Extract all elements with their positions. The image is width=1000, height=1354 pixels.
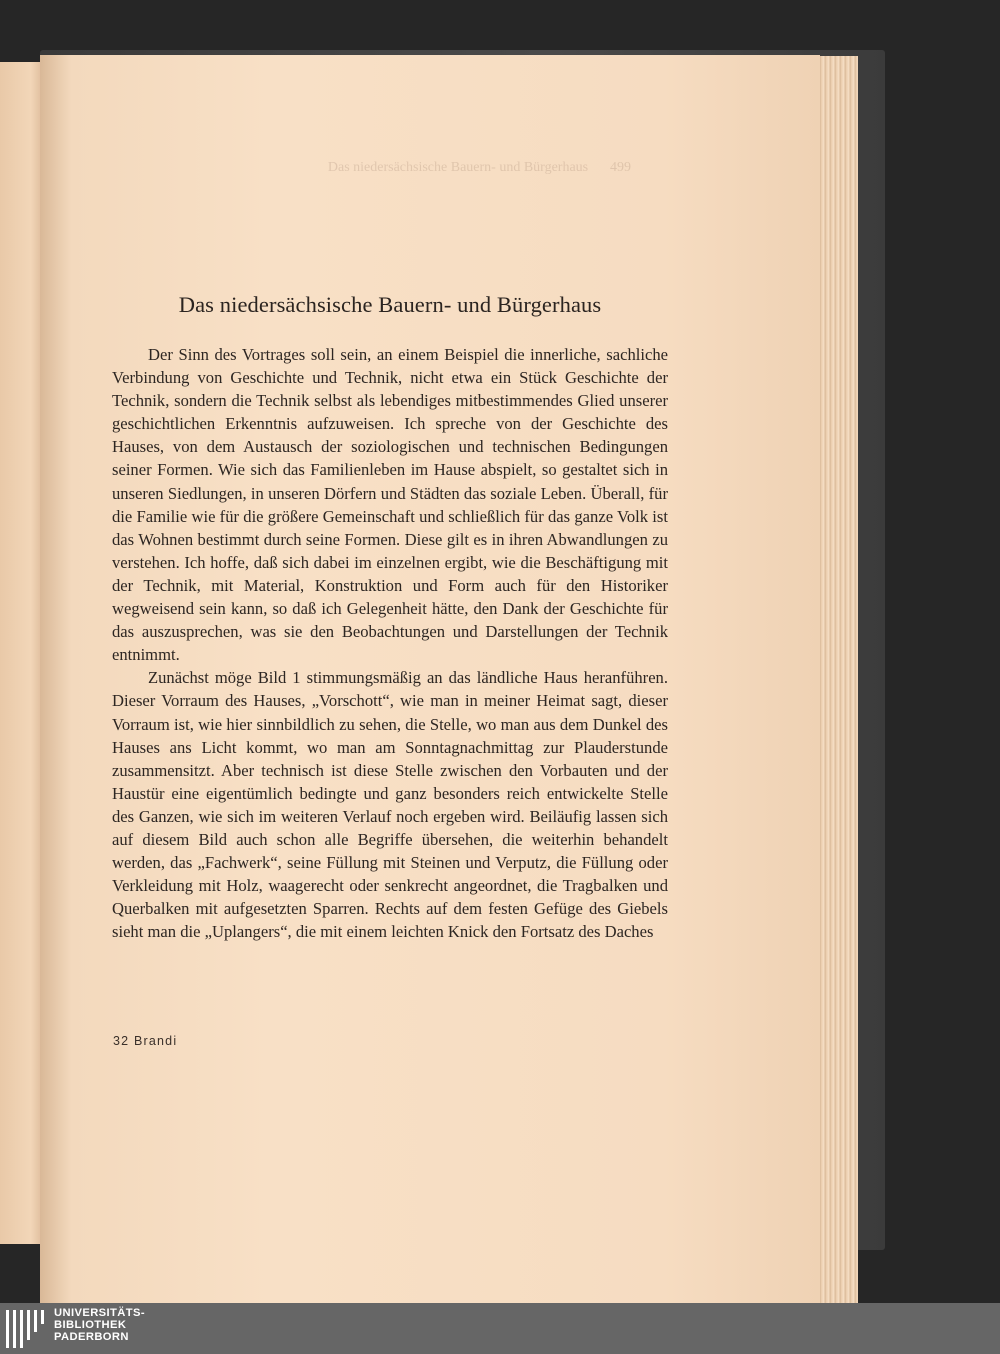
bleed-through-page-number: 499 [610,160,631,175]
chapter-title: Das niedersächsische Bauern- und Bürgerhaus [178,292,602,317]
paragraph-1: Der Sinn des Vortrages soll sein, an einem Beispiel die innerliche, sachliche Verbindung von Geschichte und Technik, nicht etwa ein Stück Geschichte der Technik, sondern die Technik selbst als lebendiges mitbestimmendes Glied unserer geschichtlichen Erkenntnis aufzuweisen. Ich spreche von der Geschichte des Hauses, von dem Austausch der soziologischen und technischen Bedingungen seiner Formen. Wie sich das Familienleben im Hause abspielt, so gestaltet sich in unseren Siedlungen, in unseren Dörfern und Städten das soziale Leben. Überall, für die Familie wie für die größere Gemeinschaft und schließlich für das ganze Volk ist das Wohnen bestimmt durch seine Formen. Diese gilt es in ihren Abwandlungen zu verstehen. Ich hoffe, daß sich dabei im einzelnen ergibt, wie die Beschäftigung mit der Technik, mit Material, Konstruktion und Form auch für den Historiker wegweisend sein kann, so daß ich Gelegenheit hätte, den Dank der Geschichte für das auszusprechen, was sie den Beobachtungen und Darstellungen der Technik entnimmt. [112,345,668,665]
library-name-line-2: BIBLIOTHEK [54,1318,127,1331]
body-text [112,343,668,943]
library-name [54,1308,254,1343]
paragraph-2: Zunächst möge Bild 1 stimmungsmäßig an das ländliche Haus heranführen. Dieser Vorraum des Hauses, „Vorschott“, wie man in meiner Heimat sagt, dieser Vorraum ist, wie hier sinnbildlich zu sehen, die Stelle, wo man aus dem Dunkel des Hauses ans Licht kommt, wo man am Sonntagnachmittag zur Plauderstunde zusammensitzt. Aber technisch ist diese Stelle zwischen den Vorbauten und der Haustür eine eigentümlich bedingte und ganz besonders reich entwickelte Stelle des Ganzen, wie sich im weiteren Verlauf noch ergeben wird. Beiläufig lassen sich auf diesem Bild auch schon alle Begriffe übersehen, die weiterhin behandelt werden, das „Fachwerk“, seine Füllung mit Steinen und Verputz, die Füllung oder Verkleidung mit Holz, waagerecht oder senkrecht angeordnet, die Tragbalken und Querbalken mit aufgesetzten Sparren. Rechts auf dem festen Gefüge des Giebels sieht man die „Uplangers“, die mit einem leichten Knick den Fortsatz des Daches [112,668,668,942]
library-logo-icon [4,1306,46,1352]
library-name-line-3: PADERBORN [54,1330,129,1343]
library-name-line-1: UNIVERSITÄTS- [54,1307,145,1319]
library-footer-bar [0,1303,1000,1354]
bleed-through-header: Das niedersächsische Bauern- und Bürgerhaus [327,160,589,175]
signature-line: 32 Brandi [113,1034,178,1048]
